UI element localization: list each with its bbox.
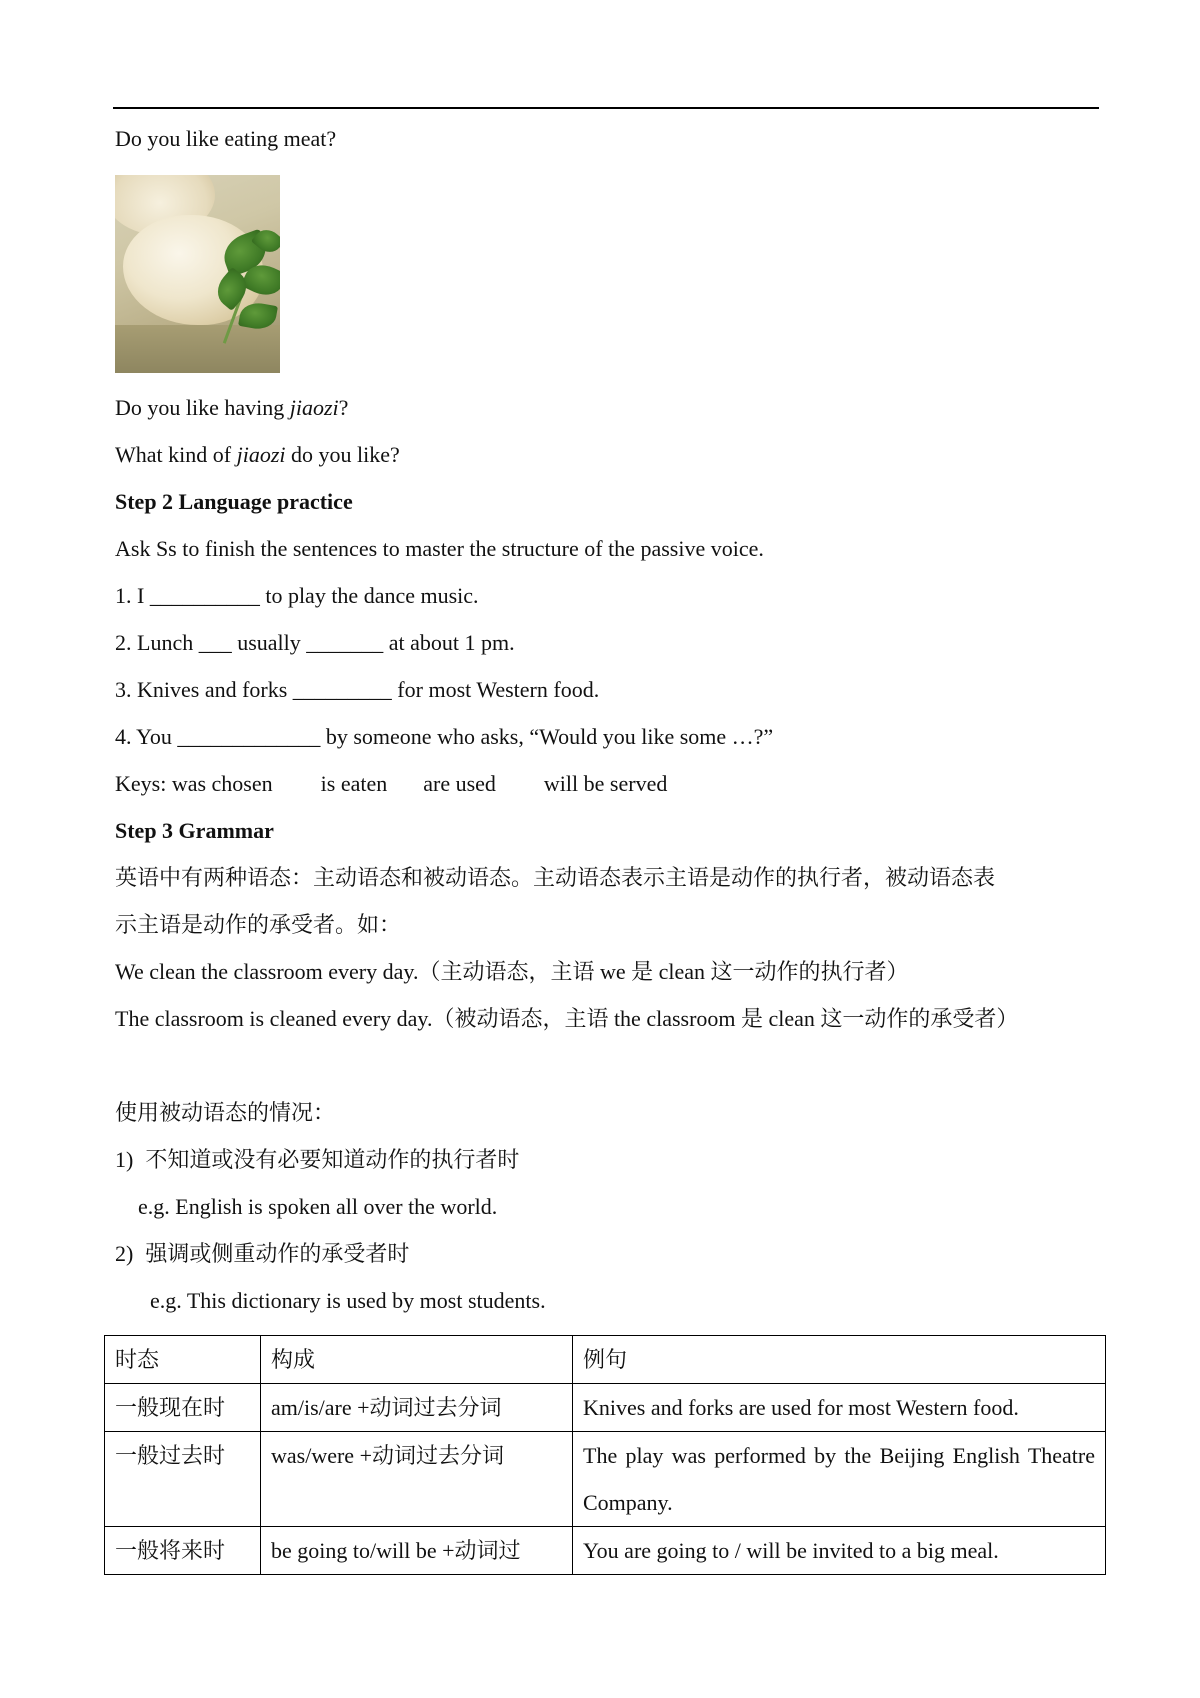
cell-example: The play was performed by the Beijing English Theatre Company. xyxy=(573,1432,1106,1527)
usage-item-1: 1) 不知道或没有必要知道动作的执行者时 xyxy=(115,1147,520,1172)
cell-form: am/is/are +动词过去分词 xyxy=(261,1384,573,1432)
cell-form: be going to/will be +动词过 xyxy=(261,1527,573,1575)
grammar-para-line1: 英语中有两种语态：主动语态和被动语态。主动语态表示主语是动作的执行者，被动语态表 xyxy=(115,865,996,890)
header-rule xyxy=(113,107,1099,109)
cell-tense: 一般过去时 xyxy=(105,1432,261,1527)
key-3: are used xyxy=(423,771,496,796)
example-active: We clean the classroom every day.（主动语态，主语 we 是 clean 这一动作的执行者） xyxy=(115,959,909,984)
usage-example-2: e.g. This dictionary is used by most students. xyxy=(150,1288,546,1313)
grammar-para-line2: 示主语是动作的承受者。如： xyxy=(115,912,402,937)
key-4: will be served xyxy=(543,771,668,796)
key-2: is eaten xyxy=(320,771,388,796)
question-meat: Do you like eating meat? xyxy=(115,126,337,151)
sentence-2: 2. Lunch ___ usually _______ at about 1 pm. xyxy=(115,630,515,655)
cell-example: You are going to / will be invited to a big meal. xyxy=(573,1527,1106,1575)
keys-line xyxy=(115,770,667,798)
cell-form: was/were +动词过去分词 xyxy=(261,1432,573,1527)
usage-example-1: e.g. English is spoken all over the world. xyxy=(138,1194,498,1219)
step2-heading: Step 2 Language practice xyxy=(115,489,353,514)
keys-label: Keys: was chosen xyxy=(115,771,273,796)
sentence-4: 4. You _____________ by someone who asks, “Would you like some …?” xyxy=(115,724,774,749)
cell-tense: 一般现在时 xyxy=(105,1384,261,1432)
step2-instruction: Ask Ss to finish the sentences to master the structure of the passive voice. xyxy=(115,536,764,561)
table-row xyxy=(105,1432,1106,1527)
table-row xyxy=(105,1384,1106,1432)
usage-item-2: 2) 强调或侧重动作的承受者时 xyxy=(115,1241,410,1266)
passive-voice-table xyxy=(104,1335,1106,1575)
header-form: 构成 xyxy=(261,1336,573,1384)
sentence-3: 3. Knives and forks _________ for most Western food. xyxy=(115,677,600,702)
header-example: 例句 xyxy=(573,1336,1106,1384)
example-passive: The classroom is cleaned every day.（被动语态，主语 the classroom 是 clean 这一动作的承受者） xyxy=(115,1006,1019,1031)
table-row xyxy=(105,1527,1106,1575)
cell-example: Knives and forks are used for most Western food. xyxy=(573,1384,1106,1432)
table-header-row xyxy=(105,1336,1106,1384)
header-tense: 时态 xyxy=(105,1336,261,1384)
step3-heading: Step 3 Grammar xyxy=(115,818,274,843)
sentence-1: 1. I __________ to play the dance music. xyxy=(115,583,479,608)
usage-title: 使用被动语态的情况： xyxy=(115,1100,336,1125)
cell-tense: 一般将来时 xyxy=(105,1527,261,1575)
question-kind: What kind of jiaozi do you like? xyxy=(115,442,400,467)
jiaozi-photo xyxy=(115,175,280,373)
question-jiaozi: Do you like having jiaozi? xyxy=(115,395,349,420)
